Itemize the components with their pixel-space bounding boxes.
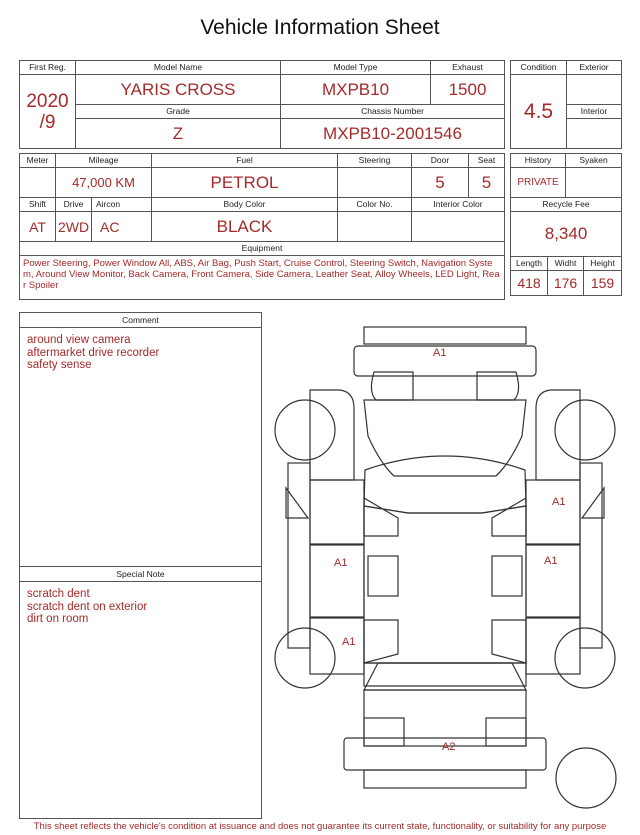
damage-right-rear-door: A1 xyxy=(544,555,558,567)
equipment-label: Equipment xyxy=(20,242,505,256)
condition-label: Condition xyxy=(511,61,567,75)
rear-bumper-lower xyxy=(364,770,526,788)
mileage-value: 47,000 KM xyxy=(56,168,152,198)
comment-box xyxy=(19,312,262,567)
interior-label: Interior xyxy=(567,105,622,119)
steering-value xyxy=(338,168,412,198)
width-value: 176 xyxy=(548,271,584,296)
condition-value: 4.5 xyxy=(511,75,567,149)
roof xyxy=(364,506,526,663)
left-front-fender xyxy=(310,390,354,480)
aircon-value: AC xyxy=(92,212,152,242)
chassis-number-value: MXPB10-2001546 xyxy=(281,119,505,149)
sheet-title: Vehicle Information Sheet xyxy=(200,16,440,39)
hood xyxy=(364,400,526,476)
door-value: 5 xyxy=(412,168,469,198)
vehicle-detail-table xyxy=(19,153,505,300)
comment-line: aftermarket drive recorder xyxy=(27,346,160,359)
history-value: PRIVATE xyxy=(511,168,566,198)
height-value: 159 xyxy=(584,271,622,296)
right-rear-fender xyxy=(526,618,580,674)
grade-label: Grade xyxy=(76,105,281,119)
damage-left-front-door: A1 xyxy=(334,557,348,569)
right-rear-window xyxy=(492,556,522,596)
right-side-strip xyxy=(580,463,602,648)
right-mirror xyxy=(582,488,604,518)
vehicle-damage-diagram xyxy=(268,318,628,818)
vehicle-main-table xyxy=(19,60,505,149)
door-label: Door xyxy=(412,154,469,168)
left-front-door xyxy=(310,480,364,544)
model-type-label: Model Type xyxy=(281,61,431,75)
exterior-label: Exterior xyxy=(567,61,622,75)
condition-table xyxy=(510,60,622,149)
left-rear-door xyxy=(310,545,364,617)
first-reg-label: First Reg. xyxy=(20,61,76,75)
exterior-value xyxy=(567,75,622,105)
exhaust-label: Exhaust xyxy=(431,61,505,75)
left-mirror xyxy=(286,488,308,518)
recycle-fee-value: 8,340 xyxy=(511,212,622,257)
body-color-value: BLACK xyxy=(152,212,338,242)
history-label: History xyxy=(511,154,566,168)
left-side-strip xyxy=(288,463,310,648)
left-quarter-window xyxy=(364,620,398,663)
syaken-label: Syaken xyxy=(566,154,622,168)
windshield xyxy=(364,456,526,513)
color-no-value xyxy=(338,212,412,242)
spare-wheel xyxy=(556,748,616,808)
meter-label: Meter xyxy=(20,154,56,168)
left-tail-light xyxy=(364,718,404,746)
mileage-label: Mileage xyxy=(56,154,152,168)
damage-hood: A1 xyxy=(433,347,447,359)
length-value: 418 xyxy=(511,271,548,296)
special-note-line: dirt on room xyxy=(27,613,89,625)
left-rear-wheel xyxy=(275,628,335,688)
fuel-value: PETROL xyxy=(152,168,338,198)
right-front-window xyxy=(492,498,526,536)
comment-list xyxy=(20,328,261,378)
comment-label: Comment xyxy=(20,313,261,328)
recycle-fee-label: Recycle Fee xyxy=(511,198,622,212)
first-reg-year: 2020 xyxy=(26,90,69,112)
rear-window xyxy=(364,663,526,686)
right-quarter-window xyxy=(492,620,526,663)
damage-left-rear-fender: A1 xyxy=(342,636,356,648)
left-front-window xyxy=(364,498,398,536)
drive-label: Drive xyxy=(56,198,92,212)
color-no-label: Color No. xyxy=(338,198,412,212)
damage-rear-bumper: A2 xyxy=(442,741,456,753)
right-front-door xyxy=(526,480,580,544)
drive-value: 2WD xyxy=(56,212,92,242)
interior-color-value xyxy=(412,212,505,242)
special-note-label: Special Note xyxy=(20,567,261,582)
exhaust-value: 1500 xyxy=(431,75,505,105)
model-name-value: YARIS CROSS xyxy=(76,75,281,105)
shift-label: Shift xyxy=(20,198,56,212)
interior-color-label: Interior Color xyxy=(412,198,505,212)
damage-right-front-fender: A1 xyxy=(552,496,566,508)
right-front-fender xyxy=(536,390,580,480)
syaken-value xyxy=(566,168,622,198)
width-label: Widht xyxy=(548,257,584,271)
special-note-line: scratch dent xyxy=(27,588,90,600)
chassis-number-label: Chassis Number xyxy=(281,105,505,119)
length-label: Length xyxy=(511,257,548,271)
equipment-value: Power Steering, Power Window All, ABS, Air Bag, Push Start, Cruise Control, Steering Switch, Navigation System, Around View Monitor, Back Camera, Front Camera, Side Camera, Leather Seat, Alloy Wheels, LED Light, Rear Spoiler xyxy=(20,256,505,300)
left-rear-fender xyxy=(310,618,364,674)
left-rear-window xyxy=(368,556,398,596)
body-color-label: Body Color xyxy=(152,198,338,212)
special-note-box xyxy=(19,566,262,819)
special-note-line: scratch dent on exterior xyxy=(27,600,148,613)
disclaimer-footer: This sheet reflects the vehicle's condition at issuance and does not guarantee its current state, functionality, or suitability for any purpose xyxy=(33,821,607,832)
left-front-wheel xyxy=(275,400,335,460)
grade-value: Z xyxy=(76,119,281,149)
meter-value xyxy=(20,168,56,198)
steering-label: Steering xyxy=(338,154,412,168)
special-note-list xyxy=(20,582,261,632)
history-table xyxy=(510,153,622,296)
height-label: Height xyxy=(584,257,622,271)
model-name-label: Model Name xyxy=(76,61,281,75)
aircon-label: Aircon xyxy=(92,198,152,212)
front-bumper xyxy=(364,327,526,344)
interior-value xyxy=(567,119,622,149)
seat-label: Seat xyxy=(469,154,505,168)
first-reg-month: /9 xyxy=(39,111,56,133)
right-tail-light xyxy=(486,718,526,746)
fuel-label: Fuel xyxy=(152,154,338,168)
comment-line: around view camera xyxy=(27,334,131,346)
model-type-value: MXPB10 xyxy=(281,75,431,105)
right-front-wheel xyxy=(555,400,615,460)
comment-line: safety sense xyxy=(27,359,92,371)
right-rear-wheel xyxy=(555,628,615,688)
first-reg-value xyxy=(20,75,76,149)
shift-value: AT xyxy=(20,212,56,242)
seat-value: 5 xyxy=(469,168,505,198)
